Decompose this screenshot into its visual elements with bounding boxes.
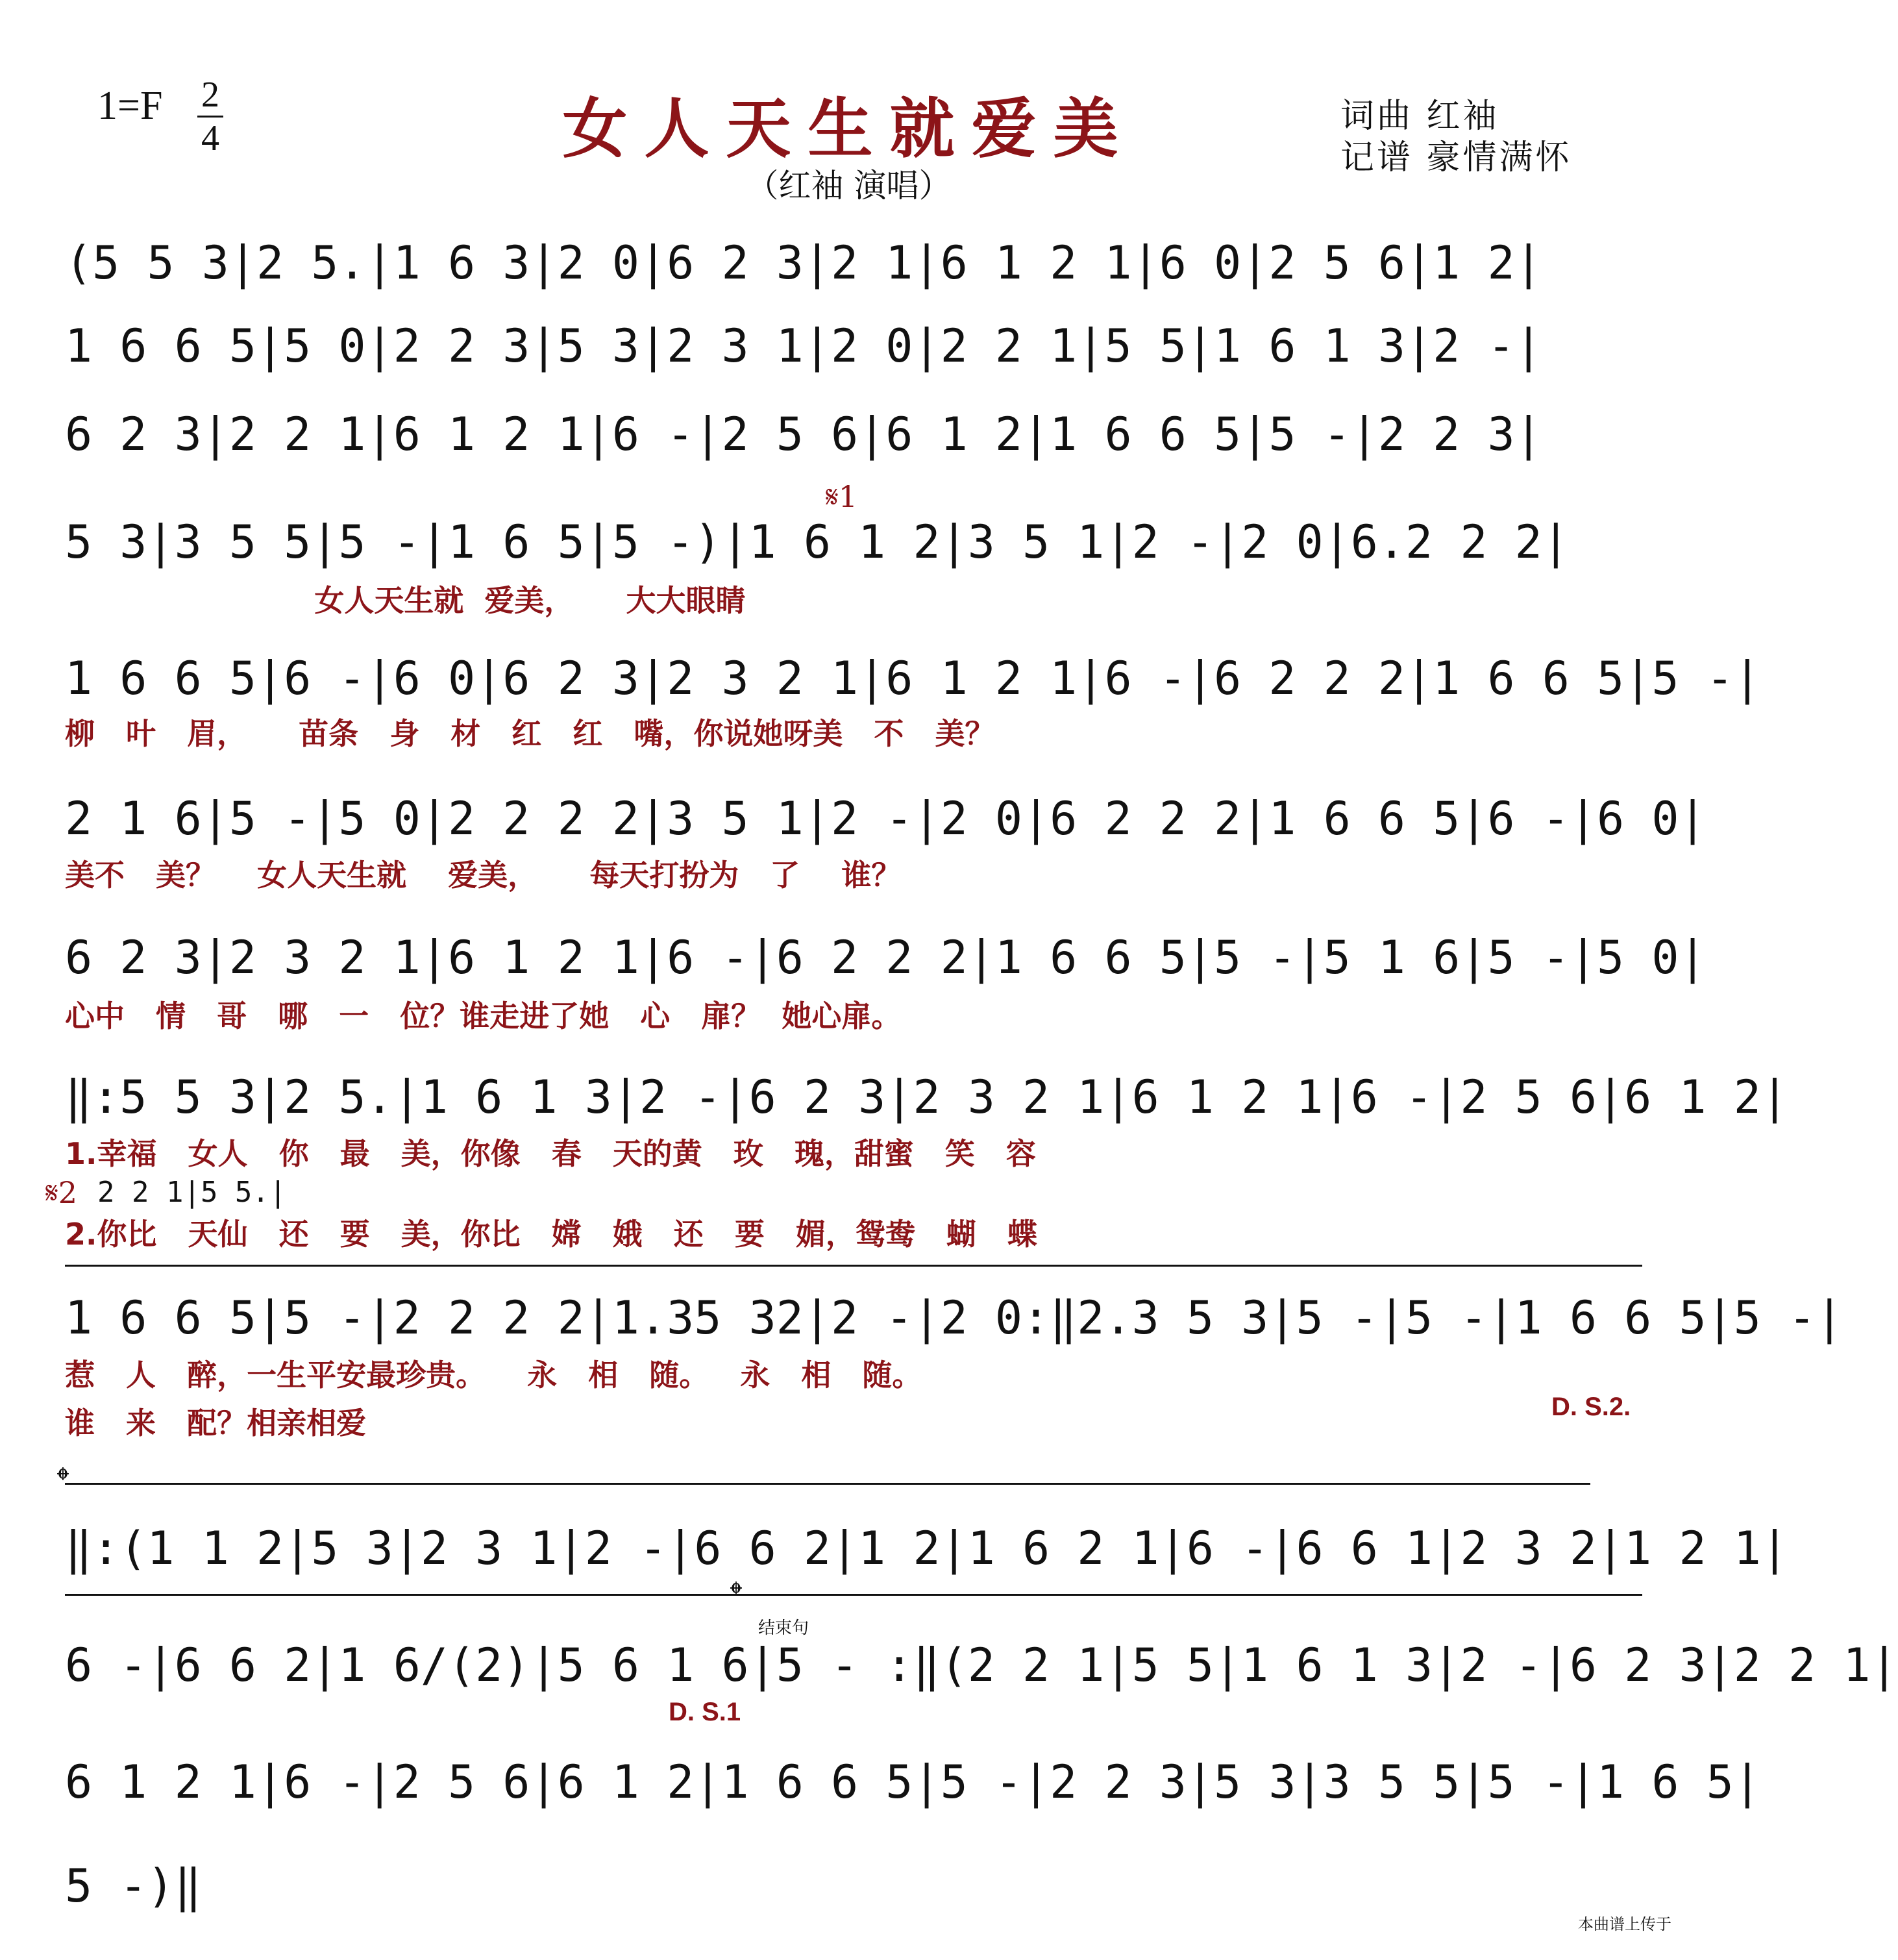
notation-line-13: 5 -)‖ (65, 1859, 202, 1913)
coda-icon: 𝄌 (57, 1461, 69, 1500)
footer-watermark: 本曲谱上传于 (1578, 1915, 1671, 1933)
ds-1-mark: D. S.1 (669, 1698, 741, 1726)
time-bottom: 4 (201, 118, 219, 158)
lyrics-line-9-verse-2: 谁 来 配？相亲相爱 (65, 1406, 367, 1441)
notation-line-2: 1 6 6 5|5 0|2 2 3|5 3|2 3 1|2 0|2 2 1|5 5|1 6 1 3|2 -| (65, 319, 1542, 373)
notation-line-4: 5 3|3 5 5|5 -|1 6 5|5 -)|1 6 1 2|3 5 1|2 -|2 0|6.2 2 2| (65, 515, 1570, 569)
key-label: 1=F (97, 84, 163, 128)
lyrics-line-8-verse-1: 1.幸福 女人 你 最 美，你像 春 天的黄 玫 瑰，甜蜜 笑 容 (65, 1136, 1036, 1171)
ending-phrase-label: 结束句 (758, 1619, 809, 1638)
notation-line-9: 1 6 6 5|5 -|2 2 2 2|1.35 32|2 -|2 0:‖2.3 5 3|5 -|5 -|1 6 6 5|5 -| (65, 1291, 1843, 1345)
notation-line-3: 6 2 3|2 2 1|6 1 2 1|6 -|2 5 6|6 1 2|1 6 6 5|5 -|2 2 3| (65, 408, 1542, 461)
time-top: 2 (201, 75, 219, 115)
notation-line-1: (5 5 3|2 5.|1 6 3|2 0|6 2 3|2 1|6 1 2 1|6 0|2 5 6|1 2| (65, 236, 1542, 290)
notation-line-11: 6 -|6 6 2|1 6/(2)|5 6 1 6|5 - :‖(2 2 1|5 5|1 6 1 3|2 -|6 2 3|2 2 1| (65, 1639, 1898, 1692)
notation-line-6: 2 1 6|5 -|5 0|2 2 2 2|3 5 1|2 -|2 0|6 2 2 2|1 6 6 5|6 -|6 0| (65, 792, 1707, 845)
singer-credit: （红袖 演唱） (746, 167, 952, 205)
lyrics-line-9-verse-1: 惹 人 醉，一生平安最珍贵。 永 相 随。 永 相 随。 (65, 1358, 922, 1393)
section-rule (65, 1594, 1642, 1596)
lyrics-line-7: 心中 情 哥 哪 一 位？谁走进了她 心 扉？ 她心扉。 (65, 999, 902, 1034)
notation-line-7: 6 2 3|2 3 2 1|6 1 2 1|6 -|6 2 2 2|1 6 6 5|5 -|5 1 6|5 -|5 0| (65, 931, 1707, 984)
lyrics-line-5: 柳 叶 眉， 苗条 身 材 红 红 嘴，你说她呀美 不 美？ (65, 716, 995, 751)
transcriber-credit: 记谱 豪情满怀 (1340, 138, 1572, 177)
ds-2-mark: D. S.2. (1551, 1393, 1631, 1421)
segno-1-mark: 𝄋1 (826, 479, 858, 514)
coda-rule (65, 1483, 1590, 1485)
lyrics-music-credit: 词曲 红袖 (1340, 97, 1499, 136)
notation-line-8: ‖:5 5 3|2 5.|1 6 1 3|2 -|6 2 3|2 3 2 1|6 1 2 1|6 -|2 5 6|6 1 2| (65, 1071, 1789, 1124)
lyrics-line-8-verse-2: 2.你比 天仙 还 要 美，你比 嫦 娥 还 要 媚，鸳鸯 蝴 蝶 (65, 1217, 1037, 1252)
song-title: 女人天生就爱美 (562, 90, 1135, 167)
coda-icon: 𝄌 (730, 1575, 742, 1614)
segno-2-notes: 2 2 1|5 5.| (97, 1176, 287, 1209)
lyrics-line-4: 女人天生就 爱美， 大大眼睛 (65, 583, 746, 618)
notation-line-12: 6 1 2 1|6 -|2 5 6|6 1 2|1 6 6 5|5 -|2 2 3|5 3|3 5 5|5 -|1 6 5| (65, 1755, 1761, 1809)
segno-2-mark: 𝄋2 (45, 1175, 78, 1210)
volta-line (65, 1265, 1642, 1267)
notation-line-5: 1 6 6 5|6 -|6 0|6 2 3|2 3 2 1|6 1 2 1|6 -|6 2 2 2|1 6 6 5|5 -| (65, 652, 1761, 705)
lyrics-line-6: 美不 美？ 女人天生就 爱美， 每天打扮为 了 谁？ (65, 858, 902, 893)
notation-line-10: ‖:(1 1 2|5 3|2 3 1|2 -|6 6 2|1 2|1 6 2 1|6 -|6 6 1|2 3 2|1 2 1| (65, 1522, 1789, 1575)
